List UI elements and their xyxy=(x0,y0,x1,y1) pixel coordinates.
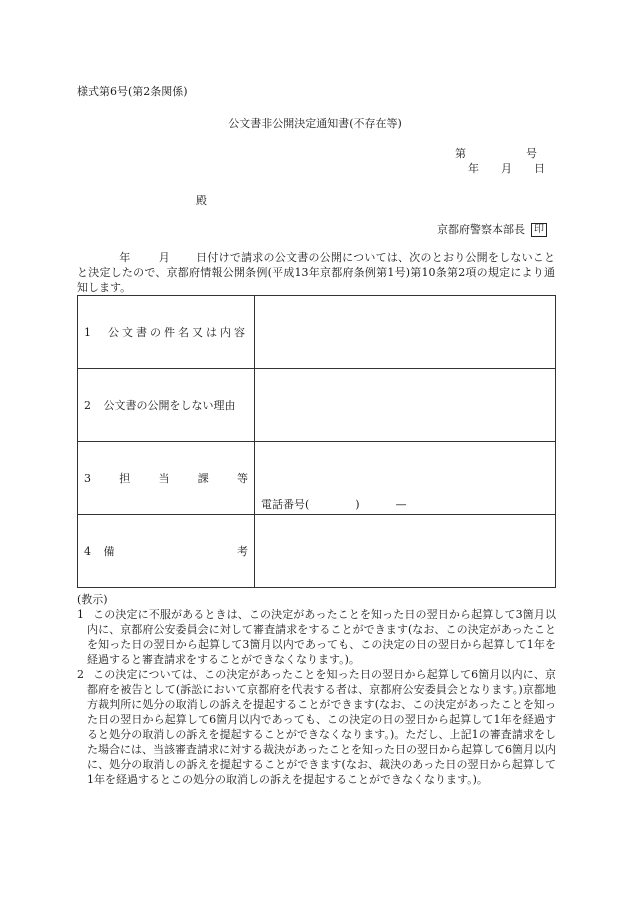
row-value-department[interactable] xyxy=(255,442,556,515)
phone-number: 電話番号( ) — xyxy=(261,498,407,511)
row-label: 2 公文書の公開をしない理由 xyxy=(78,369,255,442)
form-number: 様式第6号(第2条関係) xyxy=(77,85,188,98)
date-day: 日 xyxy=(534,162,545,175)
seal-stamp: 印 xyxy=(531,223,547,237)
document-number xyxy=(455,146,537,161)
row-label: 1 公文書の件名又は内容 xyxy=(78,296,255,369)
body-month: 月 xyxy=(158,251,170,264)
list-item: 2 この決定については、この決定があったことを知った日の翌日から起算して6箇月以内に、京都府を被告として(訴訟において京都府を代表する者は、京都府公安委員会となります。)京都地方裁判所に処分の取消しの訴えを提起することができます(なお、この決定があったことを知った日の翌日から起算して6箇月以内であっても、この決定の日の翌日から起算して1年を経過すると処分の取消しの訴えを提起することができなくなります。)。ただし、上記1の審査請求をした場合には、当該審査請求に対する裁決があったことを知った日の翌日から起算して6箇月以内に、処分の取消しの訴えを提起することができます(なお、裁決のあった日の翌日から起算して1年を経過するとこの処分の取消しの訴えを提起することができなくなります。)。 xyxy=(77,668,556,786)
row-value-reason[interactable] xyxy=(255,369,556,442)
table-row xyxy=(78,442,556,515)
list-item: 1 この決定に不服があるときは、この決定があったことを知った日の翌日から起算して3箇月以内に、京都府公安委員会に対して審査請求をすることができます(なお、この決定があったことを知った日の翌日から起算して3箇月以内であっても、この決定の日の翌日から起算して1年を経過すると審査請求をすることができなくなります。)。 xyxy=(77,608,556,666)
date-year: 年 xyxy=(468,162,479,175)
table-row xyxy=(78,296,556,369)
row-label: 3 担 当 課 等 xyxy=(78,442,255,515)
body-sentence: 日付けで請求の公文書の公開については、次のとおり公開をしないことと決定したので、京都府情報公開条例(平成13年京都府条例第1号)第10条第2項の規定により通知します。 xyxy=(77,251,556,294)
notice-table xyxy=(77,295,556,588)
sender xyxy=(437,222,547,237)
date-month: 月 xyxy=(501,162,512,175)
sender-name: 京都府警察本部長 xyxy=(437,223,525,236)
instructions xyxy=(77,592,556,787)
doc-number-suffix: 号 xyxy=(526,147,537,160)
table-row xyxy=(78,369,556,442)
body-text xyxy=(77,250,555,295)
row-value-subject[interactable] xyxy=(255,296,556,369)
doc-number-prefix: 第 xyxy=(455,147,466,160)
table-row xyxy=(78,515,556,588)
document-title: 公文書非公開決定通知書(不存在等) xyxy=(228,117,402,130)
addressee: 殿 xyxy=(196,194,207,207)
instructions-heading: (教示) xyxy=(77,593,108,606)
issue-date xyxy=(468,161,545,176)
body-year: 年 xyxy=(119,251,131,264)
row-value-remarks[interactable] xyxy=(255,515,556,588)
row-label: 4 備 考 xyxy=(78,515,255,588)
